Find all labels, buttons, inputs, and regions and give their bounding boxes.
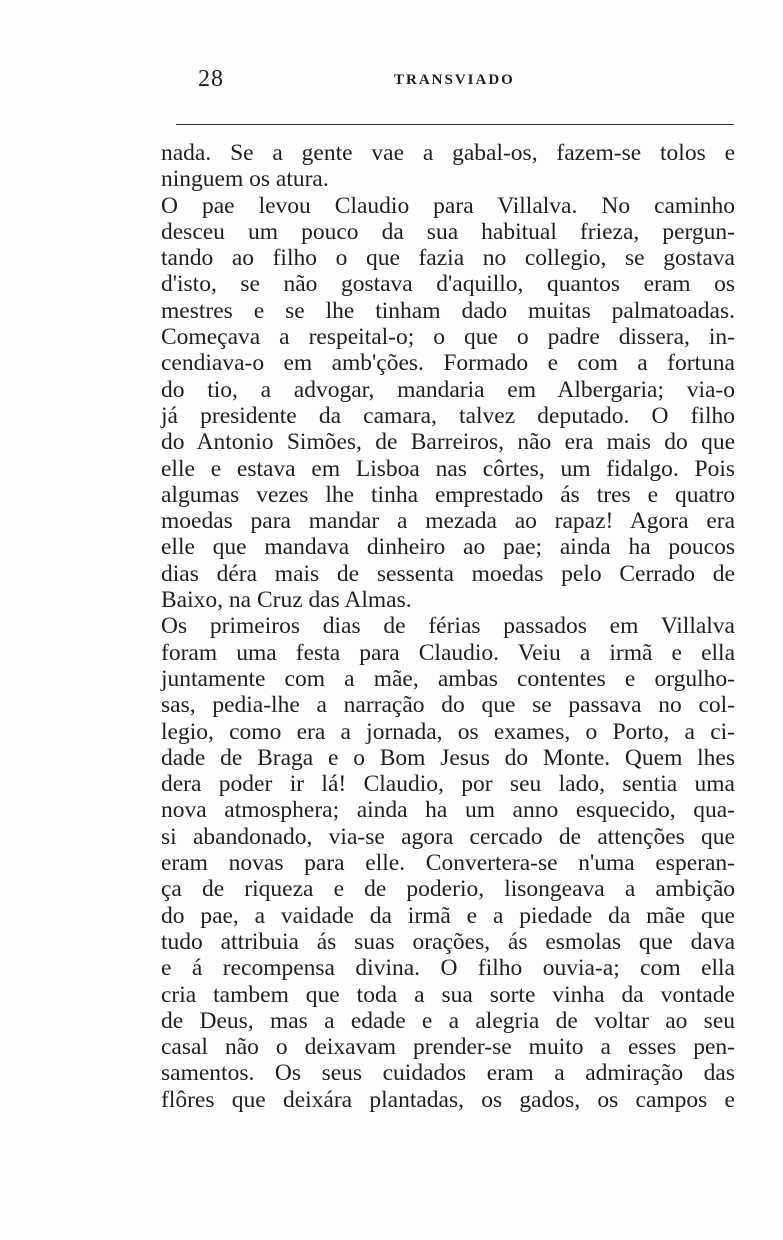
text-line: do tio, a advogar, mandaria em Albergaria; via-o [161,376,735,403]
text-line: desceu um pouco da sua habitual frieza, pergun- [161,218,735,245]
text-line: tudo attribuia ás suas orações, ás esmolas que dava [161,928,735,955]
text-line: legio, como era a jornada, os exames, o Porto, a ci- [161,718,735,745]
text-line: dias déra mais de sessenta moedas pelo Cerrado de [161,560,735,587]
text-line: do Antonio Simões, de Barreiros, não era mais do que [161,429,735,456]
text-line: juntamente com a mãe, ambas contentes e orgulho- [161,665,735,692]
text-line: Baixo, na Cruz das Almas. [161,587,412,614]
text-line: do pae, a vaidade da irmã e a piedade da mãe que [161,902,735,929]
text-line: cendiava-o em amb'ções. Formado e com a fortuna [161,350,735,377]
text-line: eram novas para elle. Convertera-se n'uma esperan- [161,850,735,877]
text-line: samentos. Os seus cuidados eram a admiração das [161,1060,735,1087]
text-line: nova atmosphera; ainda ha um anno esquecido, qua- [161,797,735,824]
text-line: já presidente da camara, talvez deputado. O filho [161,402,735,429]
header-rule [176,124,734,125]
text-line: e á recompensa divina. O filho ouvia-a; com ella [161,955,735,982]
text-line: flôres que deixára plantadas, os gados, os campos e [161,1086,735,1113]
text-line: cria tambem que toda a sua sorte vinha da vontade [161,981,735,1008]
text-line: casal não o deixavam prender-se muito a esses pen- [161,1034,735,1061]
text-line: d'isto, se não gostava d'aquillo, quantos eram os [161,271,735,298]
text-line: dade de Braga e o Bom Jesus do Monte. Quem lhes [161,744,735,771]
running-title: TRANSVIADO [394,72,515,88]
text-line: elle e estava em Lisboa nas côrtes, um fidalgo. Pois [161,455,735,482]
text-line: de Deus, mas a edade e a alegria de voltar ao seu [161,1007,735,1034]
text-line: ça de riqueza e de poderio, lisongeava a ambição [161,876,735,903]
text-line: tando ao filho o que fazia no collegio, se gostava [161,245,735,272]
text-line: foram uma festa para Claudio. Veiu a irmã e ella [161,639,735,666]
text-line: sas, pedia-lhe a narração do que se passava no col- [161,692,735,719]
body-text [161,140,735,1113]
text-line: nada. Se a gente vae a gabal-os, fazem-se tolos e [161,140,735,166]
text-line: si abandonado, via-se agora cercado de attenções que [161,823,735,850]
page-number: 28 [198,66,224,92]
text-line: O pae levou Claudio para Villalva. No caminho [161,192,735,219]
page-header [170,66,730,96]
text-line: moedas para mandar a mezada ao rapaz! Agora era [161,508,735,535]
text-line: mestres e se lhe tinham dado muitas palmatoadas. [161,297,735,324]
text-line: elle que mandava dinheiro ao pae; ainda ha poucos [161,534,735,561]
text-line: dera poder ir lá! Claudio, por seu lado, sentia uma [161,771,735,798]
text-line: algumas vezes lhe tinha emprestado ás tres e quatro [161,481,735,508]
text-line: Começava a respeital-o; o que o padre dissera, in- [161,324,735,351]
text-line: Os primeiros dias de férias passados em Villalva [161,613,735,640]
text-line: ninguem os atura. [161,166,329,193]
